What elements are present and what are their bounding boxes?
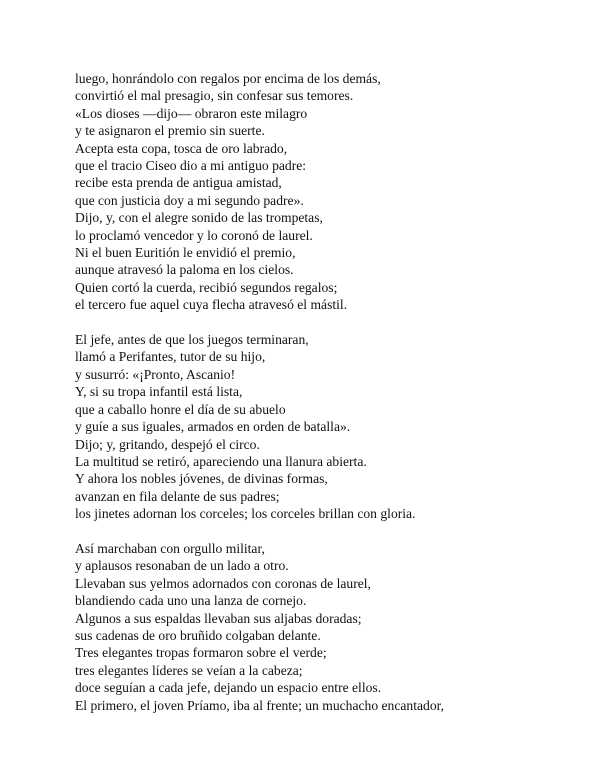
poem-line: doce seguían a cada jefe, dejando un espacio entre ellos. — [75, 680, 382, 696]
poem-line: el tercero fue aquel cuya flecha atravesó el mástil. — [75, 297, 348, 313]
poem-line: Y ahora los nobles jóvenes, de divinas formas, — [75, 471, 328, 487]
poem-line: tres elegantes líderes se veían a la cabeza; — [75, 662, 303, 678]
poem-line: Dijo; y, gritando, despejó el circo. — [75, 436, 260, 452]
poem-line: blandiendo cada uno una lanza de cornejo. — [75, 593, 307, 609]
poem-line: convirtió el mal presagio, sin confesar sus temores. — [75, 88, 354, 104]
poem-line: lo proclamó vencedor y lo coronó de laurel. — [75, 227, 313, 243]
poem-line: Ni el buen Euritión le envidió el premio, — [75, 245, 296, 261]
poem-line: Quien cortó la cuerda, recibió segundos regalos; — [75, 279, 338, 295]
poem-line: que con justicia doy a mi segundo padre». — [75, 192, 304, 208]
poem-line: Algunos a sus espaldas llevaban sus aljabas doradas; — [75, 610, 362, 626]
stanza-3 — [75, 540, 575, 714]
poem-line: que el tracio Ciseo dio a mi antiguo padre: — [75, 158, 307, 174]
poem-line: aunque atravesó la paloma en los cielos. — [75, 262, 294, 278]
poem-line: luego, honrándolo con regalos por encima de los demás, — [75, 71, 381, 86]
poem-line: sus cadenas de oro bruñido colgaban delante. — [75, 627, 321, 643]
poem-line: Llevaban sus yelmos adornados con coronas de laurel, — [75, 575, 371, 591]
poem-line: Acepta esta copa, tosca de oro labrado, — [75, 140, 288, 156]
poem-line: llamó a Perifantes, tutor de su hijo, — [75, 349, 266, 365]
poem-line: Tres elegantes tropas formaron sobre el verde; — [75, 645, 327, 661]
poem-line: «Los dioses —dijo— obraron este milagro — [75, 105, 308, 121]
poem-line: La multitud se retiró, apareciendo una llanura abierta. — [75, 453, 367, 469]
poem-line: y aplausos resonaban de un lado a otro. — [75, 558, 289, 574]
poem-line: avanzan en fila delante de sus padres; — [75, 488, 280, 504]
poem-line: Así marchaban con orgullo militar, — [75, 540, 265, 556]
poem-line: que a caballo honre el día de su abuelo — [75, 401, 286, 417]
stanza-2 — [75, 331, 575, 522]
poem-line: y susurró: «¡Pronto, Ascanio! — [75, 366, 236, 382]
poem-line: Y, si su tropa infantil está lista, — [75, 384, 243, 400]
poem-line: y te asignaron el premio sin suerte. — [75, 123, 265, 139]
stanza-1 — [75, 70, 575, 314]
poem-line: El primero, el joven Príamo, iba al frente; un muchacho encantador, — [75, 697, 444, 713]
poem-line: Dijo, y, con el alegre sonido de las trompetas, — [75, 210, 323, 226]
poem-line: El jefe, antes de que los juegos terminaran, — [75, 332, 309, 348]
poem-line: y guíe a sus iguales, armados en orden de batalla». — [75, 419, 351, 435]
poem-line: recibe esta prenda de antigua amistad, — [75, 175, 282, 191]
poem-body — [75, 70, 575, 731]
poem-line: los jinetes adornan los corceles; los corceles brillan con gloria. — [75, 506, 416, 522]
